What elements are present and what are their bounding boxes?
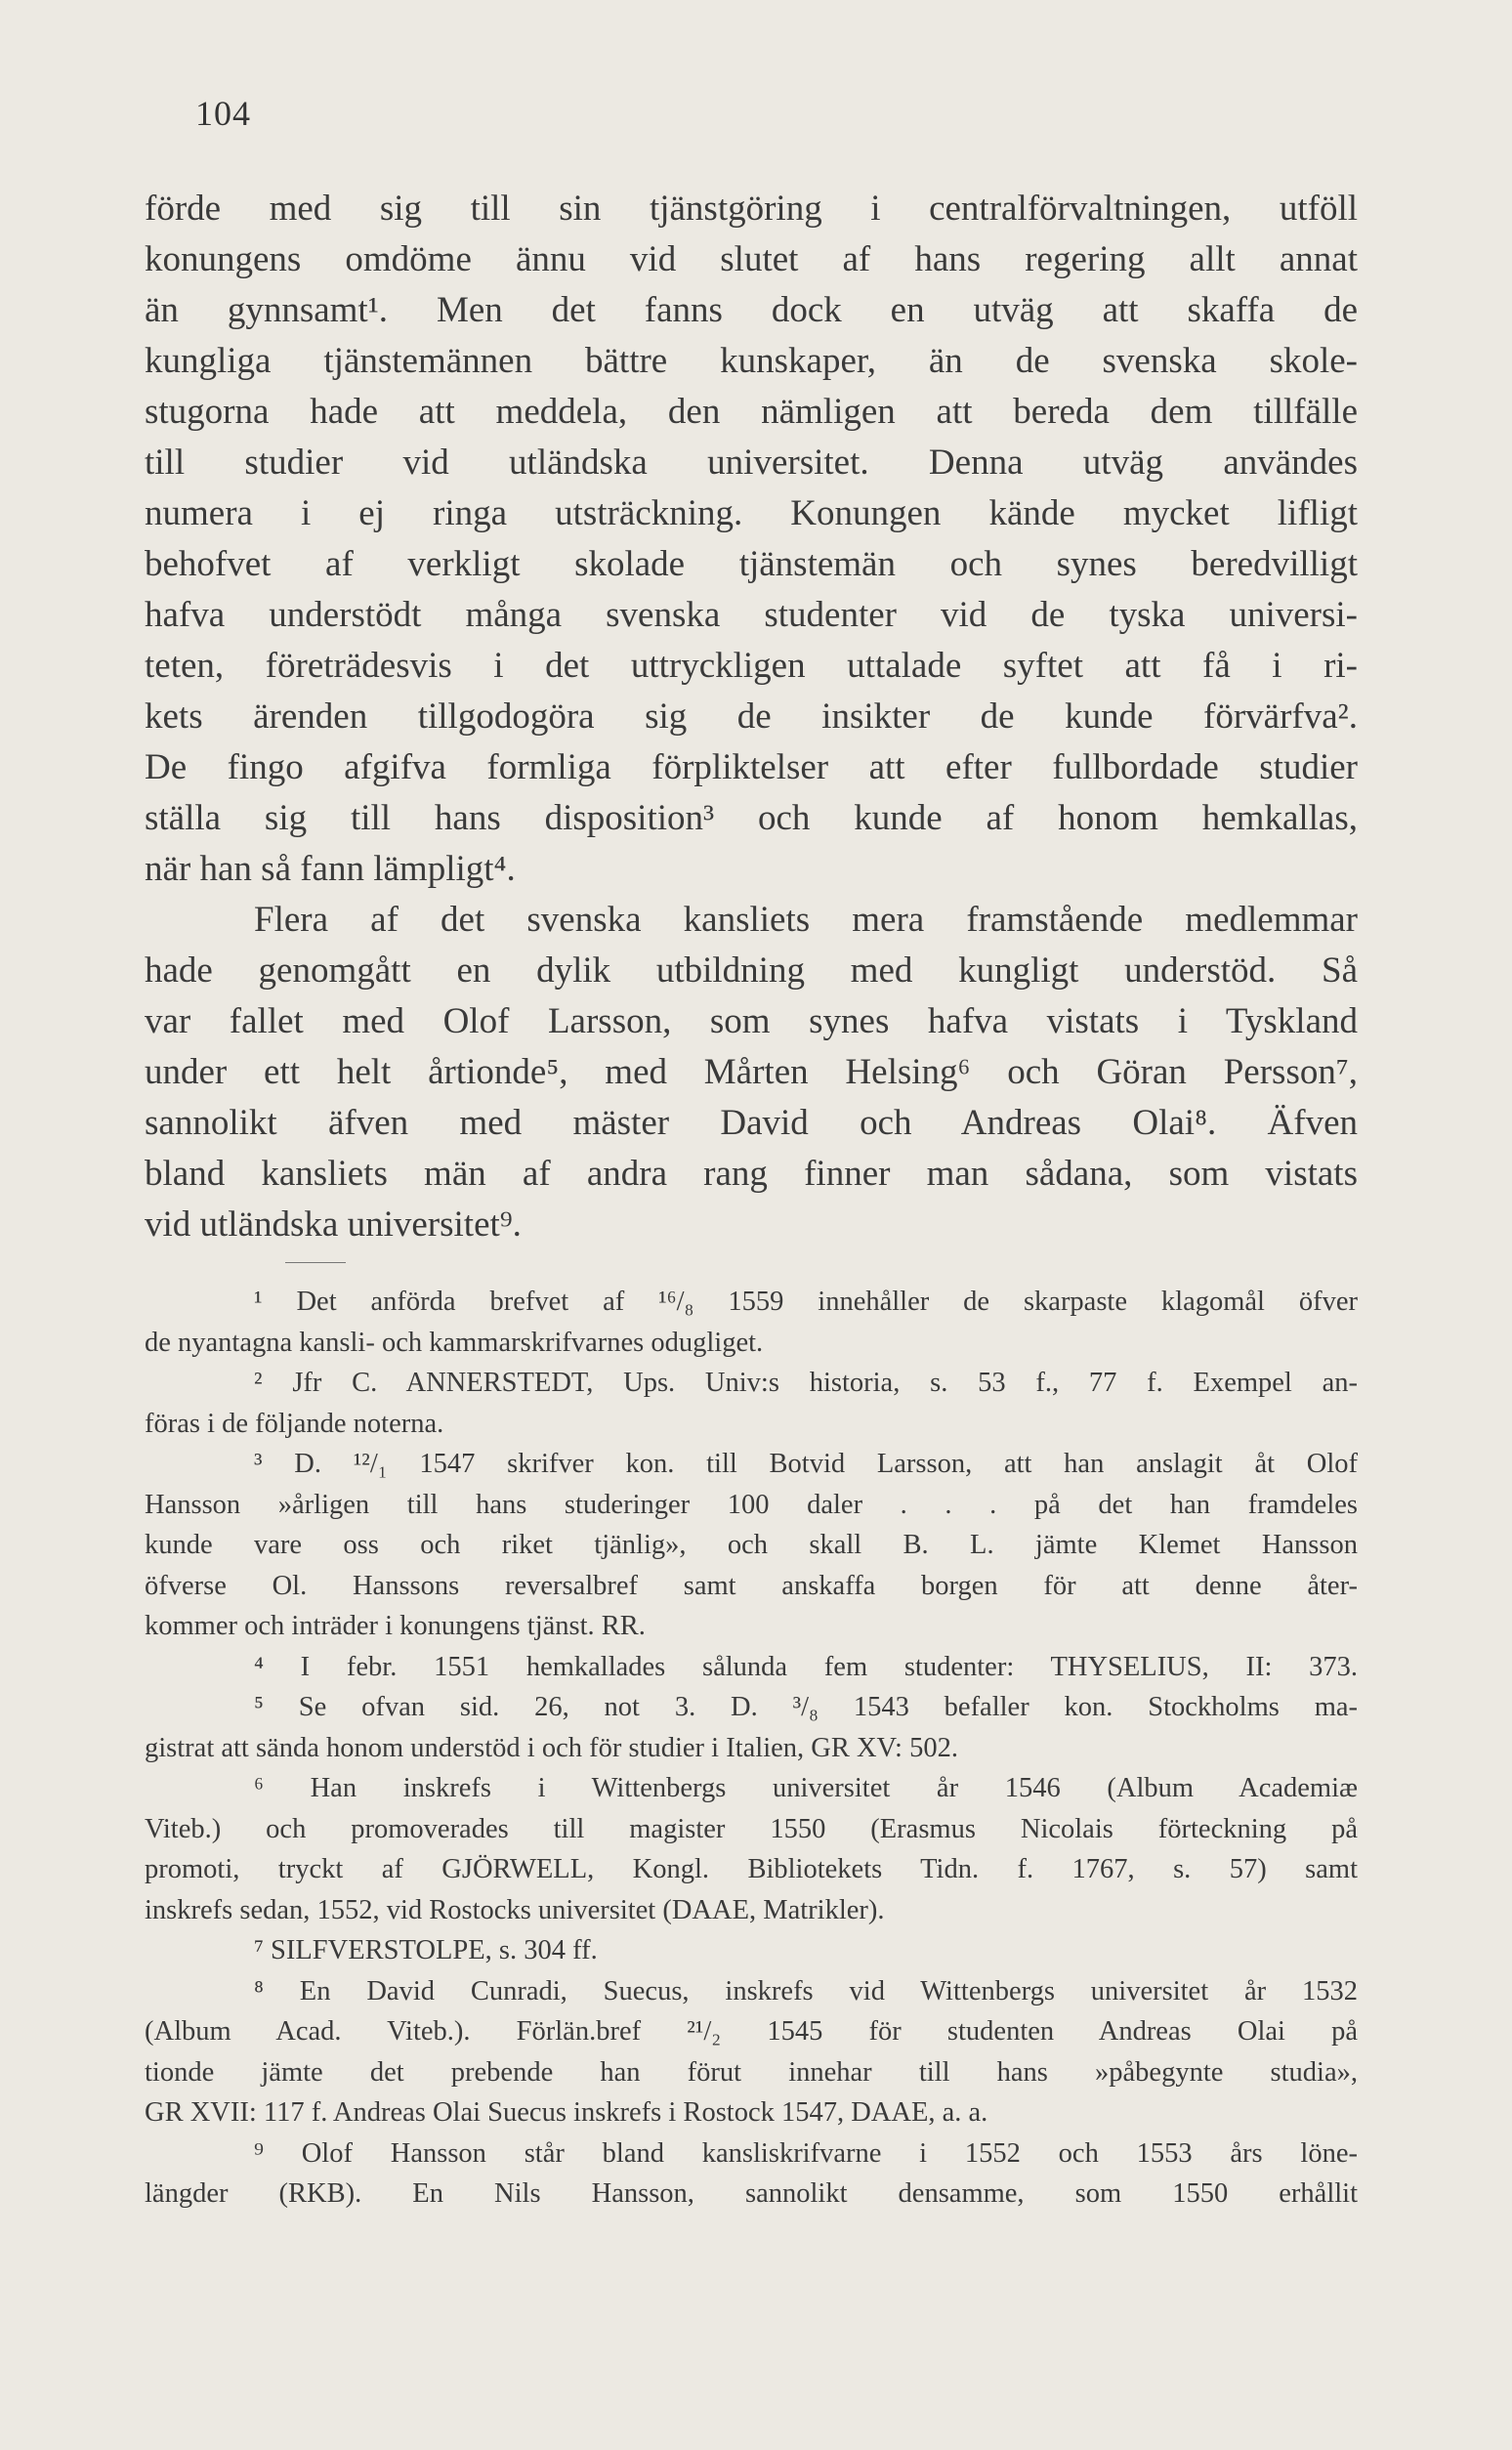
footnote-line: inskrefs sedan, 1552, vid Rostocks universitet (DAAE, Matrikler). [145, 1894, 885, 1925]
footnote-line: längder (RKB). En Nils Hansson, sannolikt densamme, som 1550 erhållit [145, 2178, 1358, 2209]
footnote-line: ⁸ En David Cunradi, Suecus, inskrefs vid Wittenbergs universitet år 1532 [254, 1975, 1358, 2006]
footnote-line: föras i de följande noterna. [145, 1408, 444, 1439]
body-text-line: hafva understödt många svenska studenter vid de tyska universi- [145, 595, 1358, 635]
body-text-line: Flera af det svenska kansliets mera framstående medlemmar [254, 900, 1358, 940]
footnote-line: ² Jfr C. ANNERSTEDT, Ups. Univ:s historia, s. 53 f., 77 f. Exempel an- [254, 1368, 1358, 1398]
body-text-line: stugorna hade att meddela, den nämligen att bereda dem tillfälle [145, 392, 1358, 432]
footnote-line: ⁴ I febr. 1551 hemkallades sålunda fem studenter: THYSELIUS, II: 373. [254, 1651, 1358, 1682]
footnote-separator [285, 1262, 346, 1263]
body-text-line: teten, företrädesvis i det uttryckligen uttalade syftet att få i ri- [145, 646, 1358, 686]
footnote-line: ⁵ Se ofvan sid. 26, not 3. D. ³/₈ 1543 befaller kon. Stockholms ma- [254, 1692, 1358, 1722]
footnotes [145, 1282, 1358, 2215]
footnote-line: de nyantagna kansli- och kammarskrifvarnes odugliget. [145, 1327, 764, 1358]
footnote-line: Hansson »årligen till hans studeringer 100 daler . . . på det han framdeles [145, 1489, 1358, 1520]
body-text-line: hade genomgått en dylik utbildning med kungligt understöd. Så [145, 950, 1358, 991]
body-text-line: när han så fann lämpligt⁴. [145, 849, 516, 889]
footnote-line: ⁶ Han inskrefs i Wittenbergs universitet år 1546 (Album Academiæ [254, 1773, 1358, 1803]
footnote-line: kunde vare oss och riket tjänlig», och skall B. L. jämte Klemet Hansson [145, 1530, 1358, 1560]
footnote-line: promoti, tryckt af GJÖRWELL, Kongl. Bibliotekets Tidn. f. 1767, s. 57) samt [145, 1854, 1358, 1884]
body-text-line: var fallet med Olof Larsson, som synes hafva vistats i Tyskland [145, 1001, 1358, 1041]
footnote-line: ¹ Det anförda brefvet af ¹⁶/₈ 1559 innehåller de skarpaste klagomål öfver [254, 1287, 1358, 1317]
body-text-line: än gynnsamt¹. Men det fanns dock en utväg att skaffa de [145, 290, 1358, 330]
footnote-line: (Album Acad. Viteb.). Förlän.bref ²¹/₂ 1545 för studenten Andreas Olai på [145, 2016, 1358, 2047]
footnote-line: GR XVII: 117 f. Andreas Olai Suecus inskrefs i Rostock 1547, DAAE, a. a. [145, 2097, 988, 2128]
body-text-line: under ett helt årtionde⁵, med Mårten Helsing⁶ och Göran Persson⁷, [145, 1052, 1358, 1092]
body-text-line: sannolikt äfven med mäster David och Andreas Olai⁸. Äfven [145, 1103, 1358, 1143]
footnote-line: Viteb.) och promoverades till magister 1550 (Erasmus Nicolais förteckning på [145, 1813, 1358, 1844]
footnote-line: öfverse Ol. Hanssons reversalbref samt anskaffa borgen för att denne åter- [145, 1570, 1358, 1601]
footnote-line: ⁹ Olof Hansson står bland kansliskrifvarne i 1552 och 1553 års löne- [254, 2137, 1358, 2169]
page-number: 104 [195, 94, 251, 133]
body-text-line: konungens omdöme ännu vid slutet af hans regering allt annat [145, 239, 1358, 279]
footnote-line: ⁷ SILFVERSTOLPE, s. 304 ff. [254, 1935, 598, 1965]
footnote-line: kommer och inträder i konungens tjänst. RR. [145, 1611, 646, 1641]
body-text-line: kets ärenden tillgodogöra sig de insikter de kunde förvärfva². [145, 697, 1358, 737]
body-text-line: numera i ej ringa utsträckning. Konungen kände mycket lifligt [145, 493, 1358, 533]
footnote-line: ³ D. ¹²/₁ 1547 skrifver kon. till Botvid Larsson, att han anslagit åt Olof [254, 1449, 1358, 1479]
body-text-line: bland kansliets män af andra rang finner man sådana, som vistats [145, 1154, 1358, 1194]
body-text-line: till studier vid utländska universitet. Denna utväg användes [145, 443, 1358, 483]
body-text-line: vid utländska universitet⁹. [145, 1204, 522, 1245]
body-text [145, 184, 1358, 1250]
body-text-line: ställa sig till hans disposition³ och kunde af honom hemkallas, [145, 798, 1358, 838]
body-text-line: förde med sig till sin tjänstgöring i centralförvaltningen, utföll [145, 189, 1358, 229]
body-text-line: De fingo afgifva formliga förpliktelser att efter fullbordade studier [145, 747, 1358, 787]
footnote-line: gistrat att sända honom understöd i och för studier i Italien, GR XV: 502. [145, 1732, 958, 1763]
body-text-line: behofvet af verkligt skolade tjänstemän och synes beredvilligt [145, 544, 1358, 584]
footnote-line: tionde jämte det prebende han förut innehar till hans »påbegynte studia», [145, 2056, 1358, 2088]
body-text-line: kungliga tjänstemännen bättre kunskaper, än de svenska skole- [145, 341, 1358, 381]
